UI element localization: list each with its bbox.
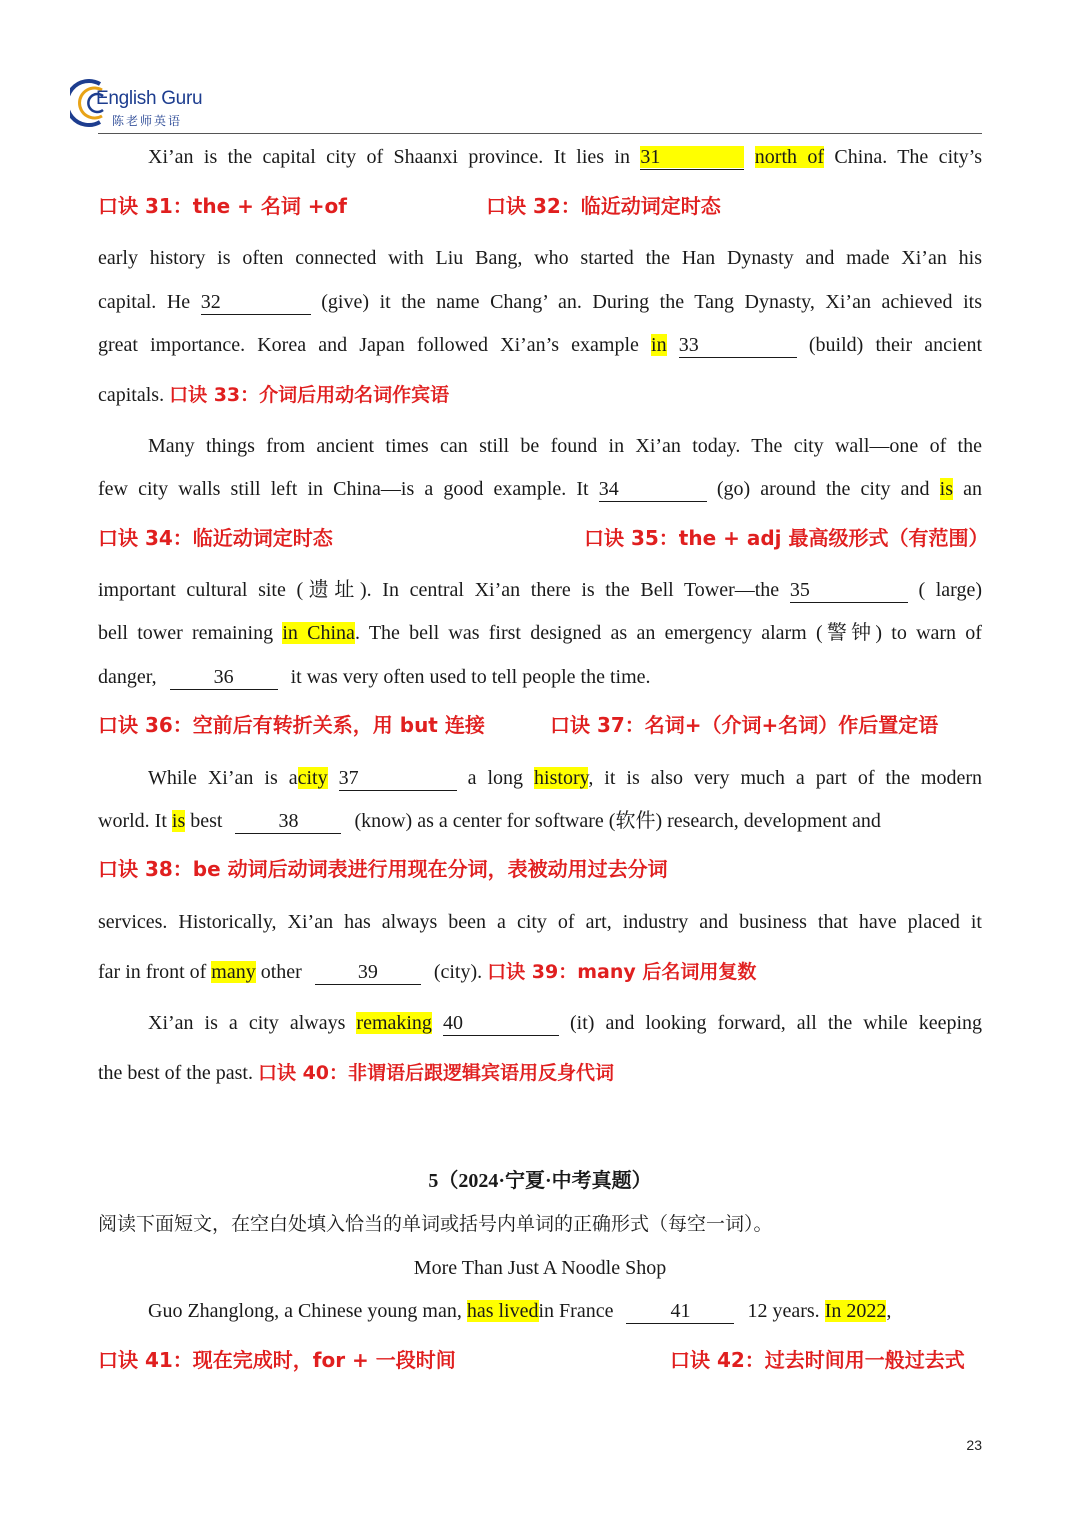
highlight: many: [211, 961, 256, 983]
text-line: few city walls still left in China—is a good example. It 34 (go) around the city and is an: [98, 478, 982, 500]
highlight: in China: [282, 622, 355, 644]
text-line: capitals. 口诀 33：介词后用动名词作宾语: [98, 384, 450, 406]
text-line: world. It is best 38 (know) as a center for software (软件) research, development and: [98, 810, 881, 832]
blank-31[interactable]: 31: [640, 145, 744, 170]
text-line: danger, 36 it was very often used to tell people the time.: [98, 666, 651, 688]
blank-34[interactable]: 34: [599, 477, 707, 502]
tip-32: 口诀 32：临近动词定时态: [486, 194, 721, 218]
highlight: In 2022: [824, 1300, 887, 1322]
text-line: bell tower remaining in China. The bell was first designed as an emergency alarm (警钟) to warn of: [98, 622, 982, 644]
story-title: More Than Just A Noodle Shop: [413, 1257, 667, 1279]
text-line: services. Historically, Xi’an has always been a city of art, industry and business that have placed it: [98, 911, 982, 933]
text-line: Xi’an is a city always remaking 40 (it) and looking forward, all the while keeping: [148, 1012, 983, 1034]
tip-38: 口诀 38：be 动词后动词表进行用现在分词，表被动用过去分词: [98, 857, 668, 881]
text-line: important cultural site (遗址). In central Xi’an there is the Bell Tower—the 35 ( large): [98, 579, 983, 601]
blank-40[interactable]: 40: [443, 1011, 559, 1036]
text-line: great importance. Korea and Japan followed Xi’an’s example in 33 (build) their ancient: [98, 334, 982, 356]
highlight: city: [297, 767, 328, 789]
tip-34: 口诀 34：临近动词定时态: [98, 526, 333, 550]
blank-37[interactable]: 37: [339, 766, 457, 791]
tip-40: 口诀 40：非谓语后跟逻辑宾语用反身代词: [257, 1062, 615, 1084]
tip-31: 口诀 31：the + 名词 +of: [98, 194, 348, 218]
tip-37: 口诀 37：名词+（介词+名词）作后置定语: [550, 713, 939, 737]
tip-36: 口诀 36：空前后有转折关系，用 but 连接: [98, 713, 485, 737]
highlight: has lived: [466, 1300, 539, 1322]
highlight: north of: [754, 146, 825, 168]
highlight: in: [651, 334, 667, 356]
text-line: Guo Zhanglong, a Chinese young man, has livedin France 41 12 years. In 2022,: [148, 1300, 892, 1322]
text-line: Many things from ancient times can still be found in Xi’an today. The city wall—one of the: [148, 435, 982, 457]
text-line: Xi’an is the capital city of Shaanxi province. It lies in 31 north of China. The city’s: [148, 146, 983, 168]
blank-41[interactable]: 41: [626, 1299, 734, 1324]
tip-33: 口诀 33：介词后用动名词作宾语: [169, 384, 450, 406]
blank-38[interactable]: 38: [235, 809, 341, 834]
highlight: history: [534, 767, 589, 789]
text-line: While Xi’an is acity 37 a long history, it is also very much a part of the modern: [148, 767, 983, 789]
blank-36[interactable]: 36: [170, 665, 278, 690]
blank-33[interactable]: 33: [679, 333, 797, 358]
tip-35: 口诀 35：the + adj 最高级形式（有范围）: [584, 526, 989, 550]
highlight: remaking: [356, 1012, 432, 1034]
tip-41: 口诀 41：现在完成时，for + 一段时间: [98, 1348, 456, 1372]
highlight: is: [939, 478, 953, 500]
instruction: 阅读下面短文，在空白处填入恰当的单词或括号内单词的正确形式（每空一词）。: [98, 1213, 773, 1235]
blank-39[interactable]: 39: [315, 960, 421, 985]
highlight: is: [171, 810, 186, 832]
section-title: 5（2024·宁夏·中考真题）: [428, 1170, 652, 1192]
page-number: 23: [966, 1437, 982, 1453]
header-divider: [98, 133, 982, 134]
tip-42: 口诀 42：过去时间用一般过去式: [670, 1348, 965, 1372]
brand-name-cn: 陈老师英语: [112, 114, 183, 128]
logo: [70, 76, 220, 130]
text-line: early history is often connected with Liu Bang, who started the Han Dynasty and made Xi’an his: [98, 247, 982, 269]
tip-39: 口诀 39：many 后名词用复数: [487, 961, 757, 983]
blank-35[interactable]: 35: [790, 578, 908, 603]
text-line: far in front of many other 39 (city). 口诀 39：many 后名词用复数: [98, 961, 757, 983]
text-line: the best of the past. 口诀 40：非谓语后跟逻辑宾语用反身代词: [98, 1062, 615, 1084]
blank-32[interactable]: 32: [201, 290, 311, 315]
text-line: capital. He 32 (give) it the name Chang’ an. During the Tang Dynasty, Xi’an achieved its: [98, 291, 982, 313]
brand-name-en: English Guru: [96, 88, 203, 109]
